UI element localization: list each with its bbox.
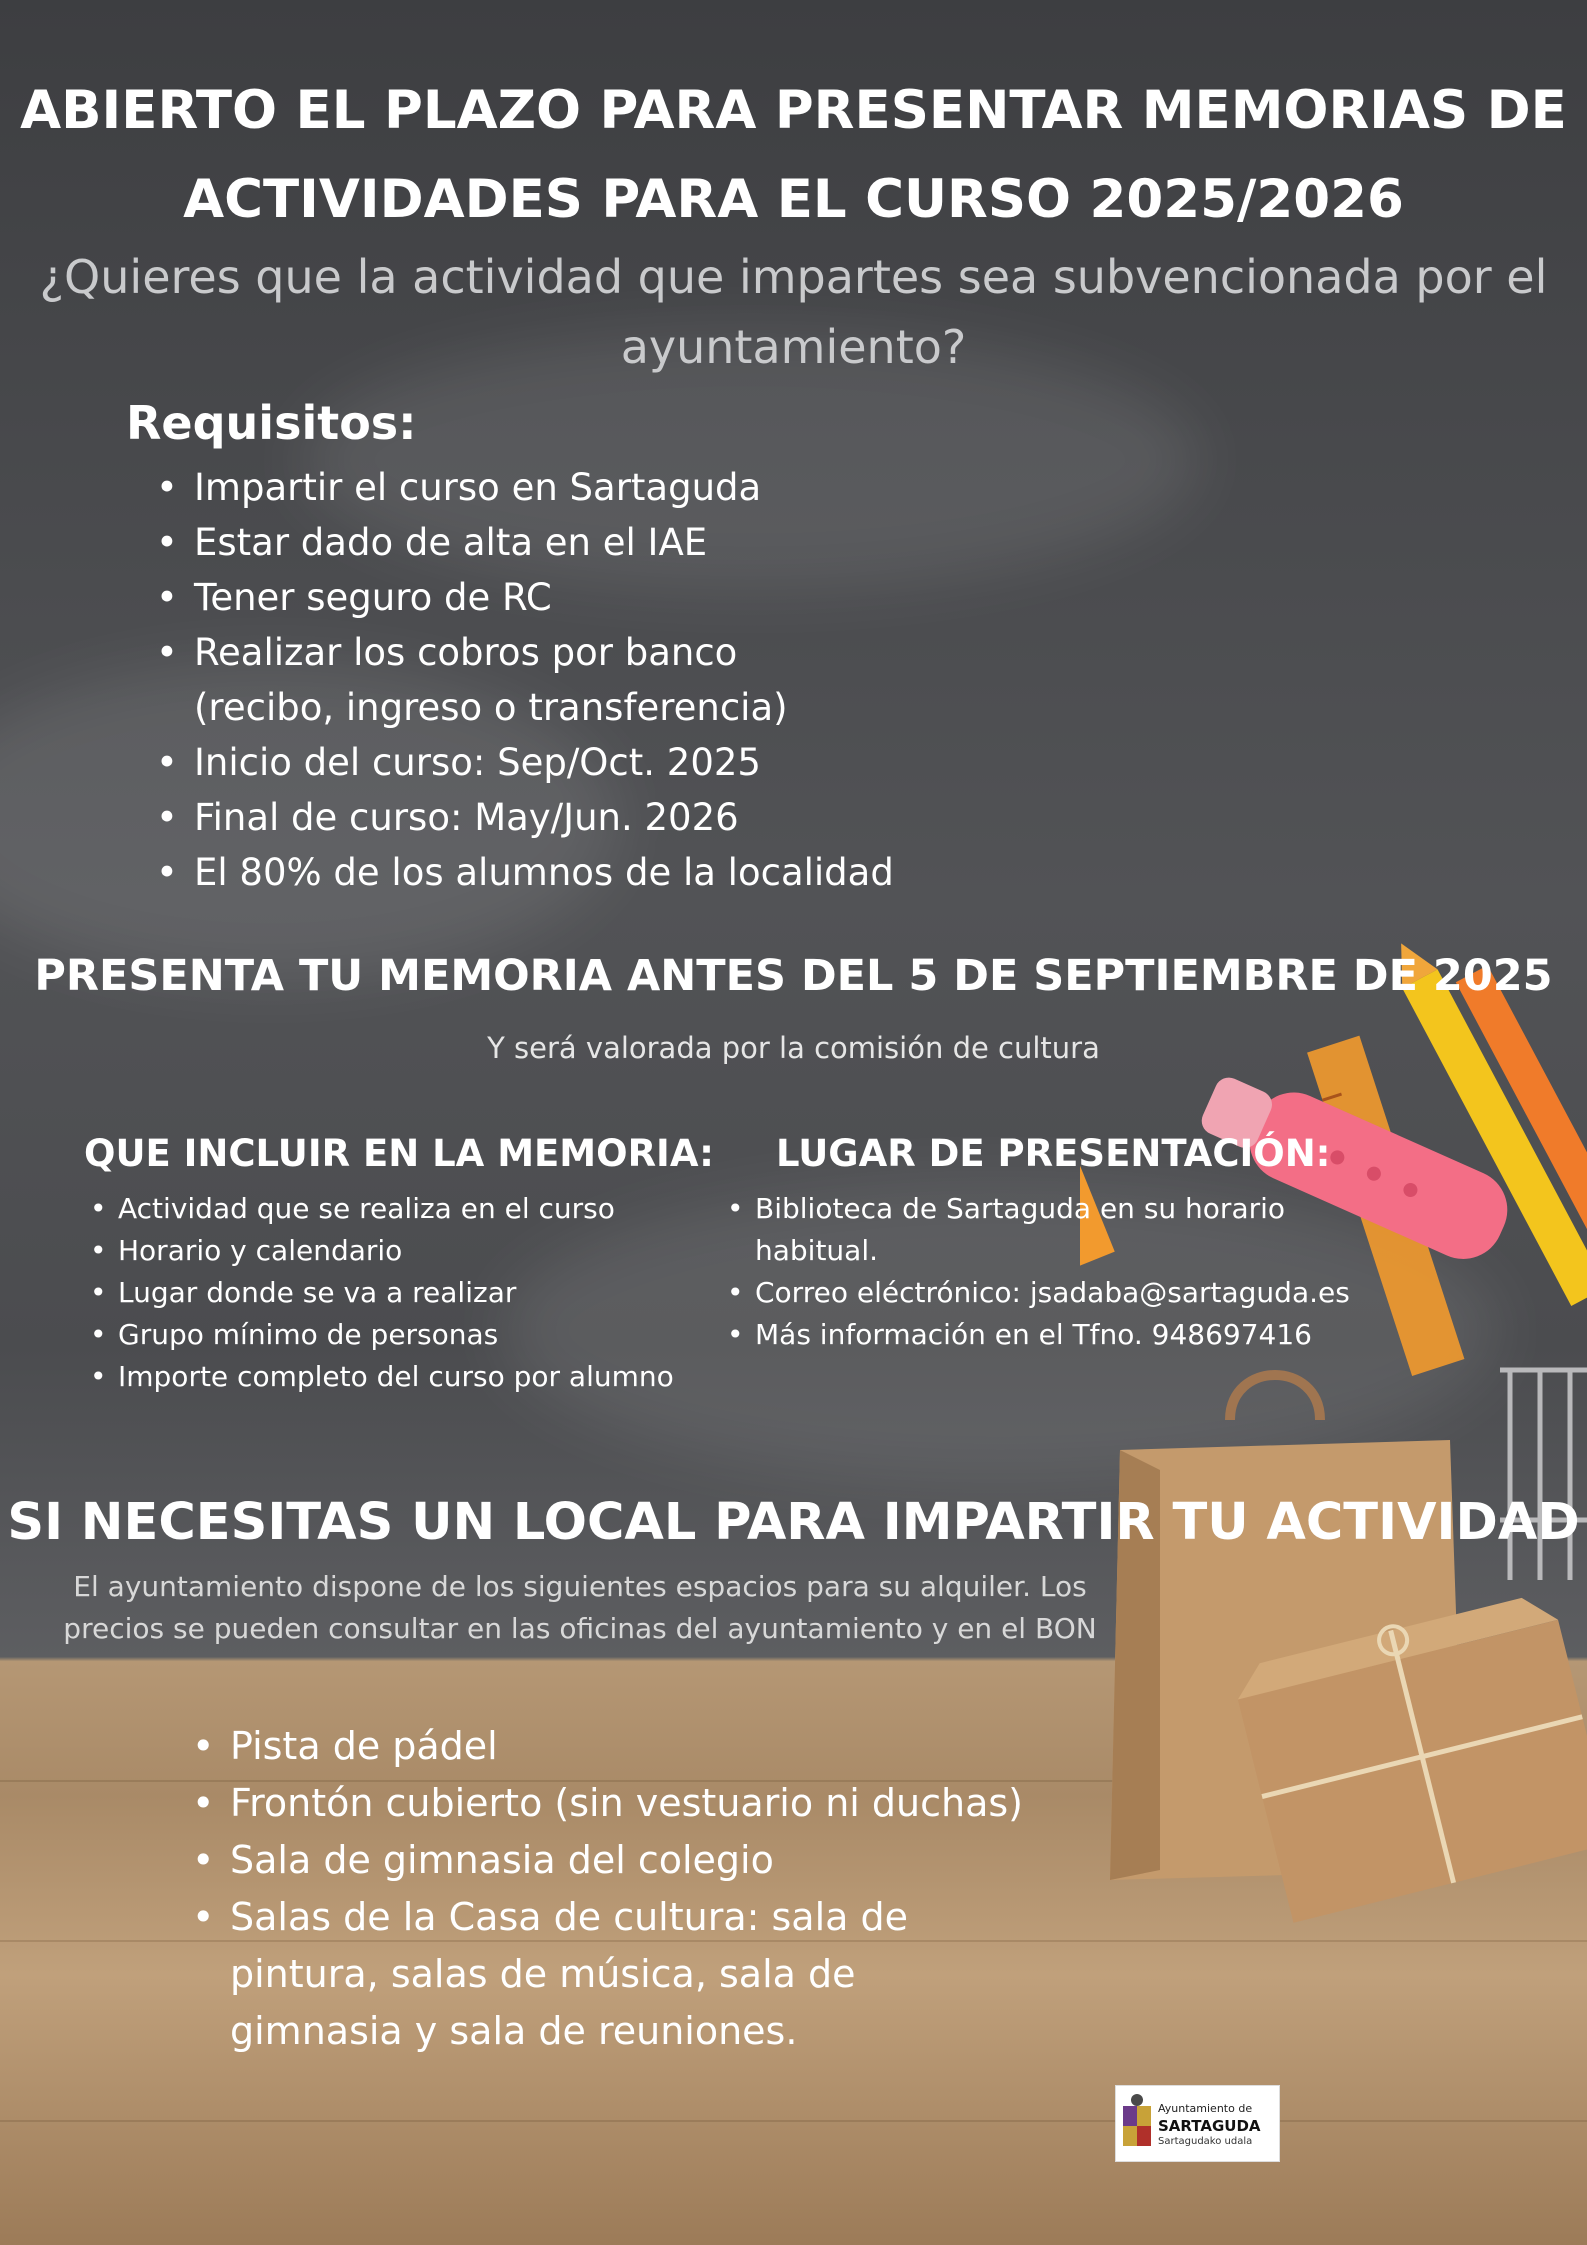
location-item: • Biblioteca de Sartaguda en su horario habitual.: [755, 1188, 1315, 1272]
deadline-heading: PRESENTA TU MEMORIA ANTES DEL 5 DE SEPTIEMBRE DE 2025: [34, 951, 1553, 1001]
school-supplies-illustration: [1080, 940, 1587, 2000]
requirement-item: • El 80% de los alumnos de la localidad: [194, 845, 934, 900]
space-item: • Salas de la Casa de cultura: sala de pintura, salas de música, sala de gimnasia y sala de reuniones.: [230, 1889, 1030, 2060]
deadline-note: Y será valorada por la comisión de cultura: [487, 1031, 1100, 1065]
coat-of-arms-icon: [1121, 2092, 1153, 2152]
include-item: • Importe completo del curso por alumno: [118, 1356, 718, 1398]
location-list: [755, 1188, 1415, 1356]
include-item: • Grupo mínimo de personas: [118, 1314, 718, 1356]
location-heading: LUGAR DE PRESENTACIÓN:: [776, 1132, 1331, 1175]
space-item: • Pista de pádel: [230, 1718, 1070, 1775]
sartaguda-logo: [1115, 2085, 1280, 2162]
include-item: • Lugar donde se va a realizar: [118, 1272, 718, 1314]
requirements-list: [194, 460, 934, 900]
local-heading: SI NECESITAS UN LOCAL PARA IMPARTIR TU ACTIVIDAD: [7, 1493, 1580, 1552]
location-item: • Correo eléctrónico: jsadaba@sartaguda.es: [755, 1272, 1415, 1314]
space-item: • Frontón cubierto (sin vestuario ni duchas): [230, 1775, 1070, 1832]
include-item: • Horario y calendario: [118, 1230, 718, 1272]
requirement-item: • Tener seguro de RC: [194, 570, 934, 625]
requirement-item: • Realizar los cobros por banco (recibo, ingreso o transferencia): [194, 625, 874, 735]
requirement-item: • Inicio del curso: Sep/Oct. 2025: [194, 735, 934, 790]
page-subtitle: ¿Quieres que la actividad que impartes sea subvencionada por el ayuntamiento?: [39, 250, 1548, 374]
include-list: [118, 1188, 718, 1398]
logo-line-1: Ayuntamiento de: [1158, 2102, 1253, 2115]
include-item: • Actividad que se realiza en el curso: [118, 1188, 718, 1230]
location-item: • Más información en el Tfno. 948697416: [755, 1314, 1415, 1356]
requirements-heading: Requisitos:: [126, 396, 417, 450]
requirement-item: • Final de curso: May/Jun. 2026: [194, 790, 934, 845]
requirement-item: • Estar dado de alta en el IAE: [194, 515, 934, 570]
space-item: • Sala de gimnasia del colegio: [230, 1832, 1070, 1889]
requirement-item: • Impartir el curso en Sartaguda: [194, 460, 934, 515]
logo-line-3: Sartagudako udala: [1158, 2136, 1253, 2147]
spaces-list: [230, 1718, 1070, 2060]
local-description: El ayuntamiento dispone de los siguientes espacios para su alquiler. Los precios se pueden consultar en las oficinas del ayuntamiento y en el BON: [63, 1570, 1097, 1645]
include-heading: QUE INCLUIR EN LA MEMORIA:: [84, 1132, 714, 1175]
page-title: ABIERTO EL PLAZO PARA PRESENTAR MEMORIAS DE ACTIVIDADES PARA EL CURSO 2025/2026: [20, 80, 1567, 230]
logo-line-2: SARTAGUDA: [1158, 2117, 1261, 2135]
table-plank-line: [0, 2120, 1587, 2122]
